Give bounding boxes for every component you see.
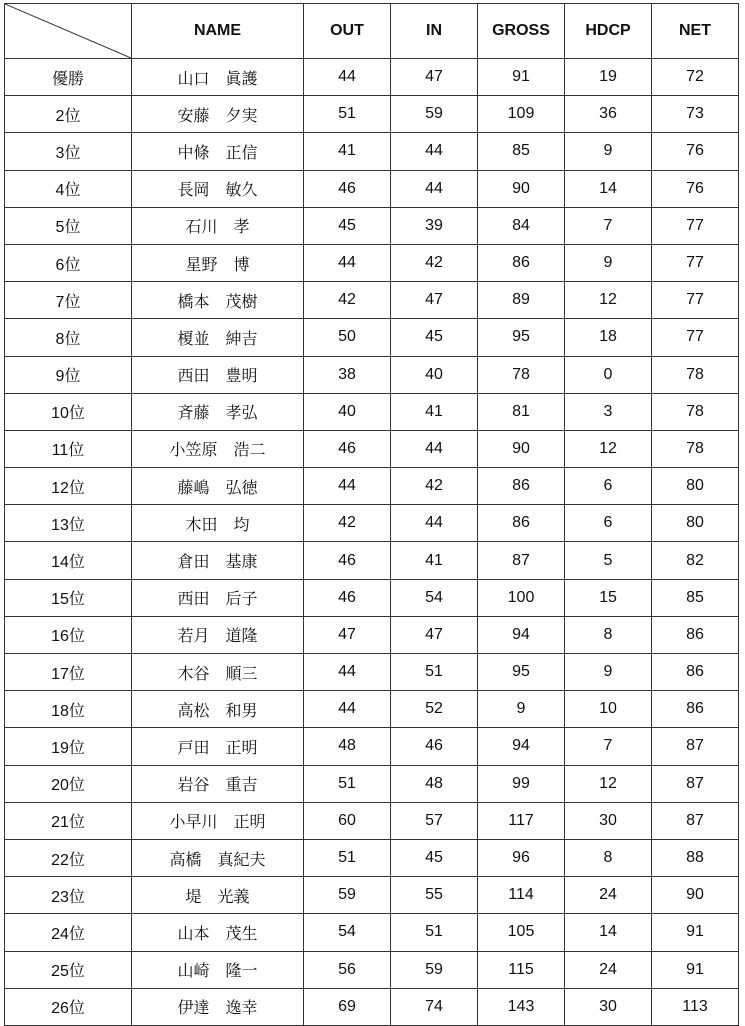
name-cell: 山口 眞護 [132, 59, 304, 96]
rank-cell: 9位 [5, 356, 132, 393]
rank-cell: 22位 [5, 839, 132, 876]
rank-cell: 8位 [5, 319, 132, 356]
name-cell: 木田 均 [132, 505, 304, 542]
gross-cell: 109 [478, 96, 565, 133]
in-cell: 51 [391, 654, 478, 691]
table-row [5, 542, 739, 579]
table-row [5, 505, 739, 542]
table-row [5, 988, 739, 1025]
in-cell: 47 [391, 282, 478, 319]
name-cell: 藤嶋 弘徳 [132, 468, 304, 505]
out-cell: 41 [304, 133, 391, 170]
name-cell: 橋本 茂樹 [132, 282, 304, 319]
rank-cell: 19位 [5, 728, 132, 765]
out-cell: 47 [304, 616, 391, 653]
rank-cell: 23位 [5, 877, 132, 914]
in-cell: 55 [391, 877, 478, 914]
in-cell: 39 [391, 207, 478, 244]
out-cell: 48 [304, 728, 391, 765]
out-cell: 54 [304, 914, 391, 951]
gross-cell: 84 [478, 207, 565, 244]
hdcp-cell: 5 [565, 542, 652, 579]
header-in: IN [391, 4, 478, 59]
table-row [5, 877, 739, 914]
out-cell: 60 [304, 802, 391, 839]
in-cell: 44 [391, 133, 478, 170]
table-row [5, 579, 739, 616]
name-cell: 榎並 紳吉 [132, 319, 304, 356]
table-row [5, 282, 739, 319]
header-net: NET [652, 4, 739, 59]
hdcp-cell: 9 [565, 654, 652, 691]
in-cell: 45 [391, 839, 478, 876]
name-cell: 小笠原 浩二 [132, 430, 304, 467]
net-cell: 77 [652, 319, 739, 356]
net-cell: 91 [652, 914, 739, 951]
table-row [5, 728, 739, 765]
rank-cell: 17位 [5, 654, 132, 691]
hdcp-cell: 15 [565, 579, 652, 616]
gross-cell: 114 [478, 877, 565, 914]
rank-cell: 2位 [5, 96, 132, 133]
name-cell: 斉藤 孝弘 [132, 393, 304, 430]
out-cell: 44 [304, 468, 391, 505]
table-row [5, 356, 739, 393]
table-row [5, 430, 739, 467]
out-cell: 42 [304, 282, 391, 319]
hdcp-cell: 9 [565, 244, 652, 281]
out-cell: 69 [304, 988, 391, 1025]
hdcp-cell: 14 [565, 914, 652, 951]
results-body [5, 59, 739, 1026]
table-row [5, 616, 739, 653]
out-cell: 38 [304, 356, 391, 393]
rank-cell: 10位 [5, 393, 132, 430]
hdcp-cell: 7 [565, 728, 652, 765]
hdcp-cell: 30 [565, 988, 652, 1025]
header-hdcp: HDCP [565, 4, 652, 59]
net-cell: 78 [652, 393, 739, 430]
name-cell: 山本 茂生 [132, 914, 304, 951]
net-cell: 78 [652, 430, 739, 467]
rank-cell: 3位 [5, 133, 132, 170]
out-cell: 40 [304, 393, 391, 430]
in-cell: 74 [391, 988, 478, 1025]
gross-cell: 86 [478, 505, 565, 542]
gross-cell: 105 [478, 914, 565, 951]
gross-cell: 95 [478, 654, 565, 691]
in-cell: 40 [391, 356, 478, 393]
in-cell: 42 [391, 244, 478, 281]
net-cell: 87 [652, 765, 739, 802]
in-cell: 54 [391, 579, 478, 616]
in-cell: 45 [391, 319, 478, 356]
net-cell: 80 [652, 505, 739, 542]
name-cell: 伊達 逸幸 [132, 988, 304, 1025]
net-cell: 88 [652, 839, 739, 876]
hdcp-cell: 9 [565, 133, 652, 170]
net-cell: 77 [652, 244, 739, 281]
net-cell: 77 [652, 207, 739, 244]
in-cell: 59 [391, 96, 478, 133]
net-cell: 113 [652, 988, 739, 1025]
out-cell: 51 [304, 96, 391, 133]
net-cell: 78 [652, 356, 739, 393]
net-cell: 77 [652, 282, 739, 319]
name-cell: 星野 博 [132, 244, 304, 281]
gross-cell: 90 [478, 430, 565, 467]
hdcp-cell: 10 [565, 691, 652, 728]
rank-cell: 25位 [5, 951, 132, 988]
name-cell: 若月 道隆 [132, 616, 304, 653]
name-cell: 木谷 順三 [132, 654, 304, 691]
hdcp-cell: 24 [565, 877, 652, 914]
gross-cell: 100 [478, 579, 565, 616]
hdcp-cell: 3 [565, 393, 652, 430]
rank-cell: 14位 [5, 542, 132, 579]
rank-cell: 21位 [5, 802, 132, 839]
out-cell: 44 [304, 59, 391, 96]
table-row [5, 765, 739, 802]
rank-cell: 13位 [5, 505, 132, 542]
in-cell: 59 [391, 951, 478, 988]
table-row [5, 468, 739, 505]
table-row [5, 691, 739, 728]
rank-cell: 12位 [5, 468, 132, 505]
gross-cell: 90 [478, 170, 565, 207]
gross-cell: 117 [478, 802, 565, 839]
gross-cell: 94 [478, 616, 565, 653]
gross-cell: 115 [478, 951, 565, 988]
table-row [5, 319, 739, 356]
name-cell: 高橋 真紀夫 [132, 839, 304, 876]
net-cell: 76 [652, 170, 739, 207]
rank-cell: 6位 [5, 244, 132, 281]
gross-cell: 96 [478, 839, 565, 876]
out-cell: 44 [304, 654, 391, 691]
hdcp-cell: 19 [565, 59, 652, 96]
hdcp-cell: 36 [565, 96, 652, 133]
net-cell: 72 [652, 59, 739, 96]
table-row [5, 802, 739, 839]
rank-cell: 16位 [5, 616, 132, 653]
name-cell: 岩谷 重吉 [132, 765, 304, 802]
net-cell: 80 [652, 468, 739, 505]
gross-cell: 81 [478, 393, 565, 430]
hdcp-cell: 30 [565, 802, 652, 839]
out-cell: 45 [304, 207, 391, 244]
gross-cell: 87 [478, 542, 565, 579]
out-cell: 42 [304, 505, 391, 542]
out-cell: 44 [304, 244, 391, 281]
table-row [5, 654, 739, 691]
hdcp-cell: 6 [565, 468, 652, 505]
table-row [5, 96, 739, 133]
diagonal-line [5, 4, 131, 58]
out-cell: 44 [304, 691, 391, 728]
table-row [5, 393, 739, 430]
rank-cell: 4位 [5, 170, 132, 207]
table-row [5, 170, 739, 207]
table-row [5, 133, 739, 170]
table-row [5, 244, 739, 281]
net-cell: 86 [652, 616, 739, 653]
name-cell: 長岡 敏久 [132, 170, 304, 207]
in-cell: 41 [391, 542, 478, 579]
gross-cell: 95 [478, 319, 565, 356]
out-cell: 46 [304, 430, 391, 467]
name-cell: 小早川 正明 [132, 802, 304, 839]
gross-cell: 91 [478, 59, 565, 96]
hdcp-cell: 12 [565, 765, 652, 802]
gross-cell: 86 [478, 468, 565, 505]
in-cell: 51 [391, 914, 478, 951]
net-cell: 73 [652, 96, 739, 133]
header-gross: GROSS [478, 4, 565, 59]
gross-cell: 78 [478, 356, 565, 393]
net-cell: 87 [652, 728, 739, 765]
gross-cell: 99 [478, 765, 565, 802]
in-cell: 44 [391, 430, 478, 467]
rank-cell: 11位 [5, 430, 132, 467]
name-cell: 山崎 隆一 [132, 951, 304, 988]
table-row [5, 207, 739, 244]
table-row [5, 951, 739, 988]
hdcp-cell: 12 [565, 282, 652, 319]
gross-cell: 89 [478, 282, 565, 319]
header-row [5, 4, 739, 59]
in-cell: 44 [391, 170, 478, 207]
in-cell: 42 [391, 468, 478, 505]
gross-cell: 85 [478, 133, 565, 170]
hdcp-cell: 14 [565, 170, 652, 207]
gross-cell: 143 [478, 988, 565, 1025]
hdcp-cell: 24 [565, 951, 652, 988]
out-cell: 50 [304, 319, 391, 356]
name-cell: 倉田 基康 [132, 542, 304, 579]
rank-cell: 26位 [5, 988, 132, 1025]
net-cell: 86 [652, 654, 739, 691]
table-row [5, 914, 739, 951]
in-cell: 48 [391, 765, 478, 802]
hdcp-cell: 0 [565, 356, 652, 393]
table-row [5, 839, 739, 876]
in-cell: 41 [391, 393, 478, 430]
header-out: OUT [304, 4, 391, 59]
hdcp-cell: 12 [565, 430, 652, 467]
name-cell: 堤 光義 [132, 877, 304, 914]
out-cell: 51 [304, 765, 391, 802]
in-cell: 47 [391, 59, 478, 96]
name-cell: 西田 豊明 [132, 356, 304, 393]
name-cell: 戸田 正明 [132, 728, 304, 765]
name-cell: 西田 后子 [132, 579, 304, 616]
rank-cell: 18位 [5, 691, 132, 728]
name-cell: 中條 正信 [132, 133, 304, 170]
net-cell: 90 [652, 877, 739, 914]
rank-cell: 24位 [5, 914, 132, 951]
gross-cell: 94 [478, 728, 565, 765]
rank-cell: 20位 [5, 765, 132, 802]
hdcp-cell: 6 [565, 505, 652, 542]
name-cell: 安藤 夕実 [132, 96, 304, 133]
in-cell: 57 [391, 802, 478, 839]
name-cell: 高松 和男 [132, 691, 304, 728]
net-cell: 91 [652, 951, 739, 988]
gross-cell: 9 [478, 691, 565, 728]
corner-cell [5, 4, 132, 59]
in-cell: 44 [391, 505, 478, 542]
hdcp-cell: 18 [565, 319, 652, 356]
in-cell: 47 [391, 616, 478, 653]
out-cell: 51 [304, 839, 391, 876]
gross-cell: 86 [478, 244, 565, 281]
header-name: NAME [132, 4, 304, 59]
net-cell: 82 [652, 542, 739, 579]
hdcp-cell: 8 [565, 616, 652, 653]
rank-cell: 15位 [5, 579, 132, 616]
hdcp-cell: 7 [565, 207, 652, 244]
out-cell: 46 [304, 542, 391, 579]
rank-cell: 優勝 [5, 59, 132, 96]
out-cell: 56 [304, 951, 391, 988]
rank-cell: 7位 [5, 282, 132, 319]
net-cell: 86 [652, 691, 739, 728]
out-cell: 59 [304, 877, 391, 914]
net-cell: 85 [652, 579, 739, 616]
in-cell: 52 [391, 691, 478, 728]
results-table [4, 3, 739, 1026]
name-cell: 石川 孝 [132, 207, 304, 244]
net-cell: 87 [652, 802, 739, 839]
out-cell: 46 [304, 579, 391, 616]
in-cell: 46 [391, 728, 478, 765]
out-cell: 46 [304, 170, 391, 207]
rank-cell: 5位 [5, 207, 132, 244]
hdcp-cell: 8 [565, 839, 652, 876]
table-row [5, 59, 739, 96]
net-cell: 76 [652, 133, 739, 170]
